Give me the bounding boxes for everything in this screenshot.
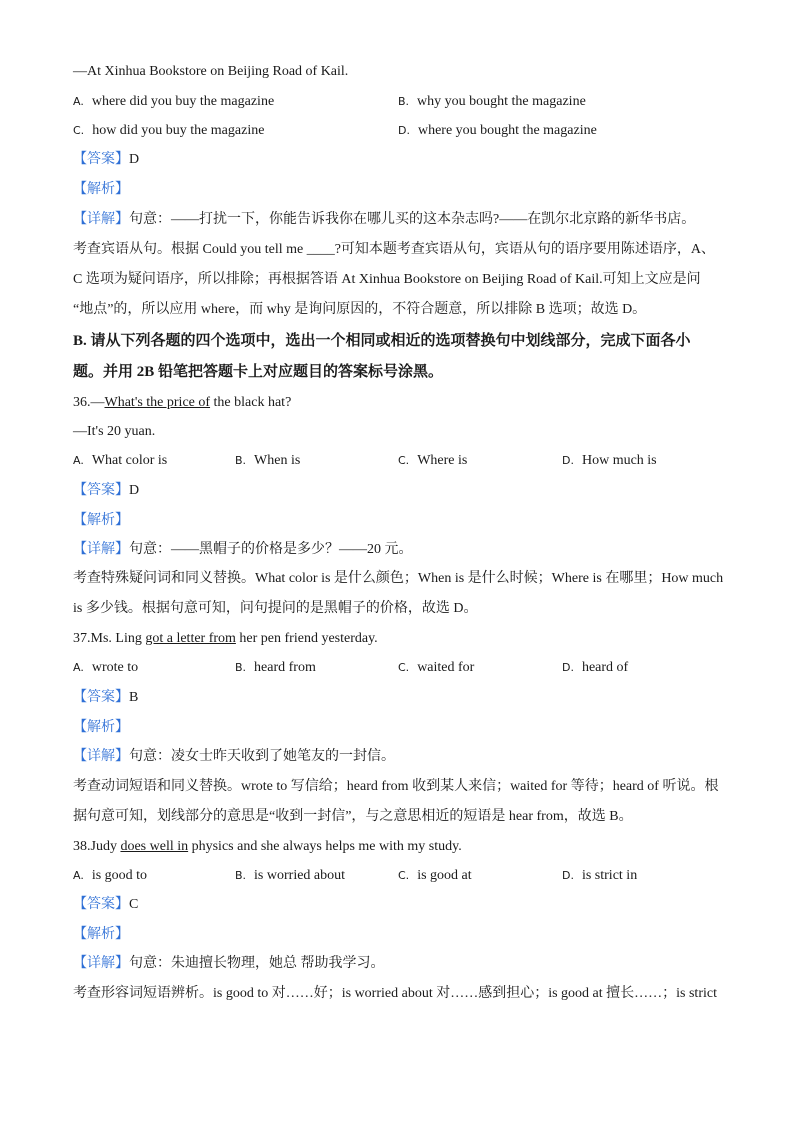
q35-detail: 【详解】句意：——打扰一下，你能告诉我你在哪儿买的这本杂志吗?——在凯尔北京路的新华书店。 — [73, 212, 696, 227]
q35-answer: 【答案】D — [73, 152, 140, 167]
q38-option-a: A. is good to — [73, 868, 148, 883]
q37-option-b: B. heard from — [235, 660, 316, 675]
q35-explain-3: “地点”的，所以应用 where，而 why 是询问原因的，不符合题意，所以排除 B 选项；故选 D。 — [73, 302, 647, 317]
q37-question: 37.Ms. Ling got a letter from her pen friend yesterday. — [73, 631, 378, 646]
q37-detail: 【详解】句意：凌女士昨天收到了她笔友的一封信。 — [73, 749, 395, 764]
section-b-instruction-2: 题。并用 2B 铅笔把答题卡上对应题目的答案标号涂黑。 — [73, 364, 444, 380]
q38-option-c: C. is good at — [398, 868, 472, 883]
q35-analysis-label: 【解析】 — [73, 182, 129, 197]
q35-option-a: A. where did you buy the magazine — [73, 94, 275, 109]
q37-explain-2: 据句意可知，划线部分的意思是“收到一封信”，与之意思相近的短语是 hear from，故选 B。 — [73, 809, 633, 824]
q36-detail: 【详解】句意：——黑帽子的价格是多少？——20 元。 — [73, 542, 413, 557]
q38-option-b: B. is worried about — [235, 868, 346, 883]
section-b-instruction-1: B. 请从下列各题的四个选项中，选出一个相同或相近的选项替换句中划线部分，完成下面各小 — [73, 333, 691, 349]
q36-option-d: D. How much is — [562, 453, 657, 468]
q38-analysis-label: 【解析】 — [73, 927, 129, 942]
q38-answer: 【答案】C — [73, 897, 139, 912]
q37-answer: 【答案】B — [73, 690, 139, 705]
q37-explain-1: 考查动词短语和同义替换。wrote to 写信给；heard from 收到某人来信；waited for 等待；heard of 听说。根 — [73, 779, 719, 794]
q36-explain-1: 考查特殊疑问词和同义替换。What color is 是什么颜色；When is 是什么时候；Where is 在哪里；How much — [73, 571, 724, 586]
q36-explain-2: is 多少钱。根据句意可知，问句提问的是黑帽子的价格，故选 D。 — [73, 601, 478, 616]
q36-reply: —It's 20 yuan. — [73, 424, 156, 439]
q38-option-d: D. is strict in — [562, 868, 638, 883]
q36-option-c: C. Where is — [398, 453, 468, 468]
q38-explain-1: 考查形容词短语辨析。is good to 对……好；is worried about 对……感到担心；is good at 擅长……；is strict — [73, 986, 717, 1001]
q35-explain-1: 考查宾语从句。根据 Could you tell me ____?可知本题考查宾语从句，宾语从句的语序要用陈述语序，A、 — [73, 242, 716, 257]
q38-question: 38.Judy does well in physics and she always helps me with my study. — [73, 839, 462, 854]
q38-detail: 【详解】句意：朱迪擅长物理，她总 帮助我学习。 — [73, 956, 385, 971]
q36-question: 36.—What's the price of the black hat? — [73, 395, 292, 410]
q35-option-c: C. how did you buy the magazine — [73, 123, 265, 138]
q37-option-a: A. wrote to — [73, 660, 139, 675]
q37-analysis-label: 【解析】 — [73, 720, 129, 735]
q37-option-d: D. heard of — [562, 660, 629, 675]
q36-answer: 【答案】D — [73, 483, 140, 498]
q35-option-d: D. where you bought the magazine — [398, 123, 597, 138]
q37-option-c: C. waited for — [398, 660, 475, 675]
q36-analysis-label: 【解析】 — [73, 513, 129, 528]
q36-option-a: A. What color is — [73, 453, 168, 468]
q36-option-b: B. When is — [235, 453, 301, 468]
q35-explain-2: C 选项为疑问语序，所以排除；再根据答语 At Xinhua Bookstore on Beijing Road of Kail.可知上文应是问 — [73, 272, 701, 287]
q35-reply: —At Xinhua Bookstore on Beijing Road of Kail. — [73, 64, 349, 79]
q35-option-b: B. why you bought the magazine — [398, 94, 586, 109]
